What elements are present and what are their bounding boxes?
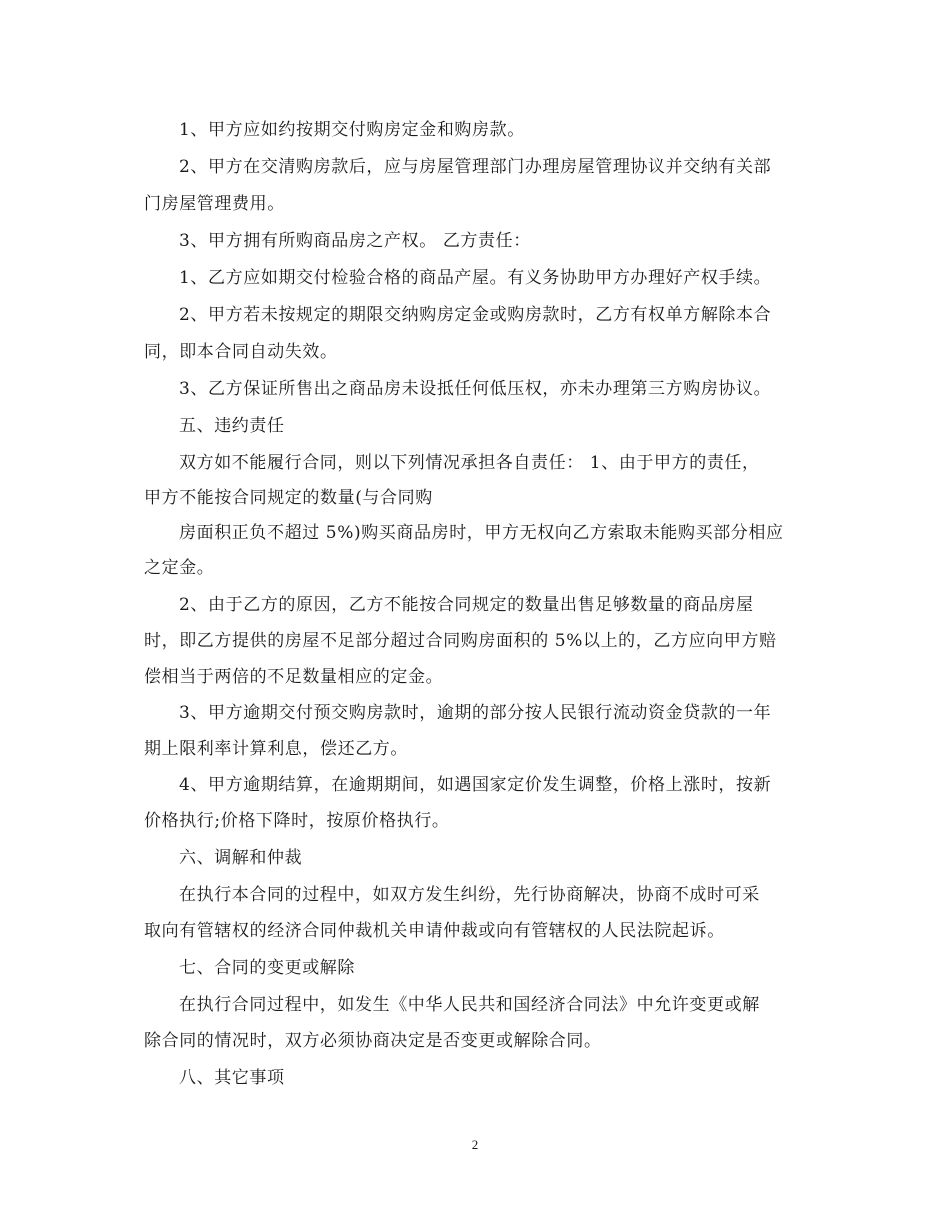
page-number: 2 <box>471 1137 479 1152</box>
text-line: 期上限利率计算利息，偿还乙方。 <box>144 739 408 759</box>
text-line: 3、乙方保证所售出之商品房未设抵任何低压权，亦未办理第三方购房协议。 <box>179 379 772 399</box>
text-line: 双方如不能履行合同，则以下列情况承担各自责任： 1、由于甲方的责任， <box>179 453 760 473</box>
text-line: 在执行本合同的过程中，如双方发生纠纷，先行协商解决，协商不成时可采 <box>179 885 760 905</box>
text-line: 3、甲方逾期交付预交购房款时，逾期的部分按人民银行流动资金贷款的一年 <box>179 703 772 723</box>
text-line: 时，即乙方提供的房屋不足部分超过合同购房面积的 5%以上的，乙方应向甲方赔 <box>144 631 777 651</box>
text-line: 房面积正负不超过 5%)购买商品房时，甲方无权向乙方索取未能购买部分相应 <box>179 523 784 543</box>
text-line: 2、甲方若未按规定的期限交纳购房定金或购房款时，乙方有权单方解除本合 <box>179 305 772 325</box>
text-line: 甲方不能按合同规定的数量(与合同购 <box>144 488 433 508</box>
section-heading: 八、其它事项 <box>179 1068 285 1088</box>
text-line: 在执行合同过程中，如发生《中华人民共和国经济合同法》中允许变更或解 <box>179 995 760 1015</box>
text-line: 取向有管辖权的经济合同仲裁机关申请仲裁或向有管辖权的人民法院起诉。 <box>144 921 725 941</box>
text-line: 价格执行;价格下降时，按原价格执行。 <box>144 811 450 831</box>
text-line: 4、甲方逾期结算，在逾期期间，如遇国家定价发生调整，价格上涨时，按新 <box>179 775 772 795</box>
section-heading: 六、调解和仲裁 <box>179 848 303 868</box>
section-heading: 五、违约责任 <box>179 416 285 436</box>
text-line: 2、甲方在交清购房款后，应与房屋管理部门办理房屋管理协议并交纳有关部 <box>179 157 772 177</box>
text-line: 1、乙方应如期交付检验合格的商品产屋。有义务协助甲方办理好产权手续。 <box>179 268 772 288</box>
text-line: 门房屋管理费用。 <box>144 194 285 214</box>
text-line: 偿相当于两倍的不足数量相应的定金。 <box>144 667 444 687</box>
text-line: 3、甲方拥有所购商品房之产权。 乙方责任： <box>179 231 531 251</box>
text-line: 同，即本合同自动失效。 <box>144 342 338 362</box>
text-line: 1、甲方应如约按期交付购房定金和购房款。 <box>179 120 525 140</box>
text-line: 2、由于乙方的原因，乙方不能按合同规定的数量出售足够数量的商品房屋 <box>179 595 754 615</box>
text-line: 除合同的情况时，双方必须协商决定是否变更或解除合同。 <box>144 1031 602 1051</box>
text-line: 之定金。 <box>144 558 215 578</box>
section-heading: 七、合同的变更或解除 <box>179 958 355 978</box>
